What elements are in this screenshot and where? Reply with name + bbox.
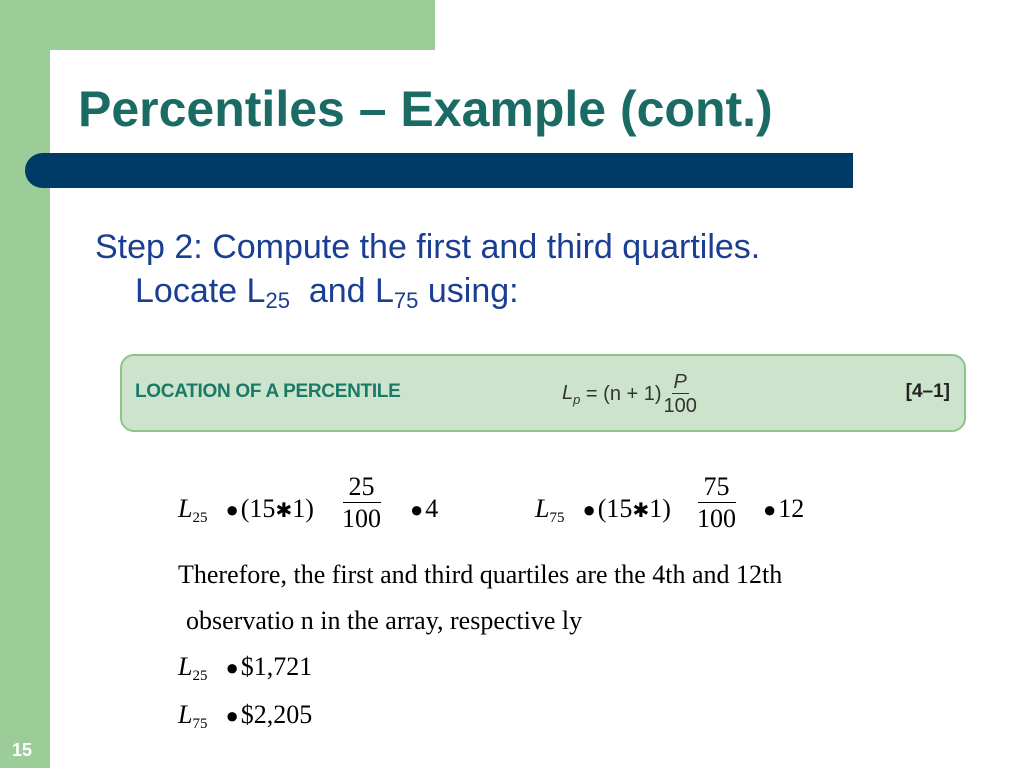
l75-value: $L_{75}$ ●$2,205 [178, 700, 313, 732]
formula-reference: [4–1] [905, 381, 950, 402]
l25-value: $L_{25}$ ●$1,721 [178, 652, 313, 684]
plus-symbol-icon: ✱ [275, 500, 293, 522]
slide-title: Percentiles – Example (cont.) [78, 81, 773, 137]
plus-symbol-icon: ✱ [632, 500, 650, 522]
l75-result: ●12 [763, 494, 805, 523]
top-green-frame [0, 0, 435, 50]
step-line-1: Step 2: Compute the first and third quartiles. [95, 228, 761, 266]
percentile-formula-box [120, 354, 966, 432]
l25-calculation: $L_{25}$ ●(15✱1) [178, 494, 314, 526]
therefore-line-2: observatio n in the array, respective ly [186, 606, 583, 635]
step-text [95, 225, 760, 323]
therefore-line-1: Therefore, the first and third quartiles are the 4th and 12th [178, 560, 783, 589]
l25-fraction: $\frac{25}{100}$ [342, 472, 381, 533]
l75-fraction: $\frac{75}{100}$ [697, 472, 736, 533]
l25-result: ●4 [410, 494, 439, 523]
left-green-frame [0, 0, 50, 768]
formula-label: LOCATION OF A PERCENTILE [135, 381, 401, 402]
slide-number: 15 [12, 740, 33, 760]
title-underline-bar [25, 153, 853, 188]
step-line-2: Locate $L_{25}$ and $L_{75}$ using: [135, 272, 519, 313]
formula-fraction: $\frac{P}{100}$ [663, 370, 697, 417]
l75-calculation: $L_{75}$ ●(15✱1) [535, 494, 671, 526]
percentile-location-formula: $L_p$ = (n + 1) $\frac{P}{100}$ [562, 370, 697, 417]
